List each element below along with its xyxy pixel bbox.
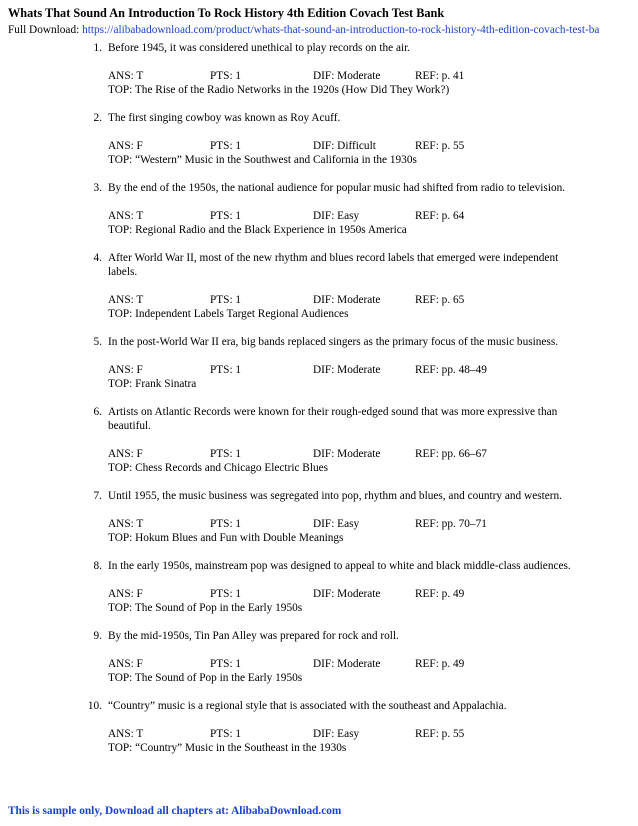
answer-value: ANS: F (108, 448, 143, 460)
topic-value: TOP: Independent Labels Target Regional Audiences (108, 308, 349, 320)
difficulty-value: DIF: Easy (313, 728, 360, 740)
answer-value: ANS: T (108, 294, 144, 306)
reference-value: REF: pp. 48–49 (415, 364, 487, 376)
answer-value: ANS: T (108, 518, 144, 530)
points-value: PTS: 1 (210, 294, 242, 306)
points-value: PTS: 1 (210, 448, 242, 460)
answer-value: ANS: F (108, 658, 143, 670)
question-text-line: The first singing cowboy was known as Roy Acuff. (108, 112, 341, 124)
answer-row (108, 447, 586, 461)
question-body (108, 181, 586, 237)
answer-value: ANS: F (108, 588, 143, 600)
difficulty-value: DIF: Moderate (313, 364, 381, 376)
question-item (0, 489, 638, 545)
question-number: 10. (87, 700, 102, 712)
answer-row (108, 363, 586, 377)
reference-value: REF: pp. 66–67 (415, 448, 487, 460)
download-label: Full Download: (8, 24, 80, 36)
difficulty-value: DIF: Moderate (313, 70, 381, 82)
reference-value: REF: pp. 70–71 (415, 518, 487, 530)
topic-value: TOP: Regional Radio and the Black Experience in 1950s America (108, 224, 407, 236)
topic-value: TOP: The Sound of Pop in the Early 1950s (108, 602, 303, 614)
question-list (0, 41, 638, 755)
reference-value: REF: p. 64 (415, 210, 465, 222)
difficulty-value: DIF: Easy (313, 518, 360, 530)
answer-row (108, 587, 586, 601)
question-body (108, 335, 586, 391)
question-body (108, 699, 586, 755)
question-number: 4. (93, 252, 102, 264)
question-text-line: After World War II, most of the new rhythm and blues record labels that emerged were independent (108, 252, 559, 264)
points-value: PTS: 1 (210, 70, 242, 82)
reference-value: REF: p. 55 (415, 728, 465, 740)
document-header (8, 6, 638, 38)
question-text-line: “Country” music is a regional style that is associated with the southeast and Appalachia. (108, 700, 507, 712)
points-value: PTS: 1 (210, 658, 242, 670)
question-number: 3. (93, 182, 102, 194)
question-text-line: Artists on Atlantic Records were known for their rough-edged sound that was more expressive than (108, 406, 558, 418)
question-item (0, 559, 638, 615)
difficulty-value: DIF: Moderate (313, 294, 381, 306)
answer-row (108, 139, 586, 153)
topic-value: TOP: Chess Records and Chicago Electric Blues (108, 462, 329, 474)
document-title: Whats That Sound An Introduction To Rock History 4th Edition Covach Test Bank (8, 6, 445, 20)
points-value: PTS: 1 (210, 518, 242, 530)
question-item (0, 699, 638, 755)
reference-value: REF: p. 49 (415, 658, 465, 670)
points-value: PTS: 1 (210, 588, 242, 600)
question-number: 2. (93, 112, 102, 124)
download-line (8, 23, 638, 38)
question-number: 5. (93, 336, 102, 348)
answer-metadata (108, 139, 586, 167)
question-item (0, 335, 638, 391)
topic-value: TOP: The Sound of Pop in the Early 1950s (108, 672, 303, 684)
answer-metadata (108, 727, 586, 755)
answer-value: ANS: T (108, 70, 144, 82)
question-text-line: In the post-World War II era, big bands replaced singers as the primary focus of the music business. (108, 336, 559, 348)
reference-value: REF: p. 41 (415, 70, 465, 82)
answer-metadata (108, 587, 586, 615)
question-body (108, 489, 586, 545)
question-number: 8. (93, 560, 102, 572)
question-body (108, 405, 586, 475)
answer-row (108, 293, 586, 307)
question-body (108, 111, 586, 167)
question-item (0, 181, 638, 237)
points-value: PTS: 1 (210, 728, 242, 740)
points-value: PTS: 1 (210, 364, 242, 376)
answer-value: ANS: F (108, 364, 143, 376)
question-body (108, 629, 586, 685)
reference-value: REF: p. 65 (415, 294, 465, 306)
points-value: PTS: 1 (210, 210, 242, 222)
answer-value: ANS: T (108, 210, 144, 222)
topic-value: TOP: “Country” Music in the Southeast in the 1930s (108, 742, 347, 754)
difficulty-value: DIF: Difficult (313, 140, 376, 152)
difficulty-value: DIF: Moderate (313, 448, 381, 460)
answer-metadata (108, 209, 586, 237)
download-link[interactable]: https://alibabadownload.com/product/whats-that-sound-an-introduction-to-rock-history-4th-edition-covach-test-ba (82, 24, 600, 36)
question-item (0, 405, 638, 475)
question-text-line: By the mid-1950s, Tin Pan Alley was prepared for rock and roll. (108, 630, 399, 642)
question-number: 9. (93, 630, 102, 642)
question-item (0, 41, 638, 97)
question-body (108, 559, 586, 615)
question-text-line: By the end of the 1950s, the national audience for popular music had shifted from radio to television. (108, 182, 566, 194)
answer-value: ANS: T (108, 728, 144, 740)
answer-row (108, 727, 586, 741)
answer-metadata (108, 363, 586, 391)
answer-row (108, 657, 586, 671)
answer-row (108, 69, 586, 83)
answer-metadata (108, 517, 586, 545)
topic-value: TOP: Hokum Blues and Fun with Double Meanings (108, 532, 344, 544)
footer-notice[interactable]: This is sample only, Download all chapters at: AlibabaDownload.com (8, 805, 342, 817)
topic-value: TOP: “Western” Music in the Southwest and California in the 1930s (108, 154, 417, 166)
points-value: PTS: 1 (210, 140, 242, 152)
question-item (0, 111, 638, 167)
answer-metadata (108, 293, 586, 321)
difficulty-value: DIF: Moderate (313, 588, 381, 600)
topic-value: TOP: The Rise of the Radio Networks in the 1920s (How Did They Work?) (108, 84, 450, 96)
topic-value: TOP: Frank Sinatra (108, 378, 197, 390)
answer-row (108, 209, 586, 223)
reference-value: REF: p. 55 (415, 140, 465, 152)
question-text-line: beautiful. (108, 420, 151, 432)
answer-row (108, 517, 586, 531)
answer-metadata (108, 447, 586, 475)
answer-metadata (108, 657, 586, 685)
question-item (0, 251, 638, 321)
answer-metadata (108, 69, 586, 97)
question-text-line: labels. (108, 266, 138, 278)
question-text-line: Before 1945, it was considered unethical to play records on the air. (108, 42, 411, 54)
question-text-line: In the early 1950s, mainstream pop was designed to appeal to white and black middle-class audiences. (108, 560, 571, 572)
answer-value: ANS: F (108, 140, 143, 152)
difficulty-value: DIF: Easy (313, 210, 360, 222)
question-number: 1. (93, 42, 102, 54)
question-item (0, 629, 638, 685)
question-number: 6. (93, 406, 102, 418)
question-body (108, 251, 586, 321)
reference-value: REF: p. 49 (415, 588, 465, 600)
question-number: 7. (93, 490, 102, 502)
difficulty-value: DIF: Moderate (313, 658, 381, 670)
question-body (108, 41, 586, 97)
question-text-line: Until 1955, the music business was segregated into pop, rhythm and blues, and country and western. (108, 490, 562, 502)
